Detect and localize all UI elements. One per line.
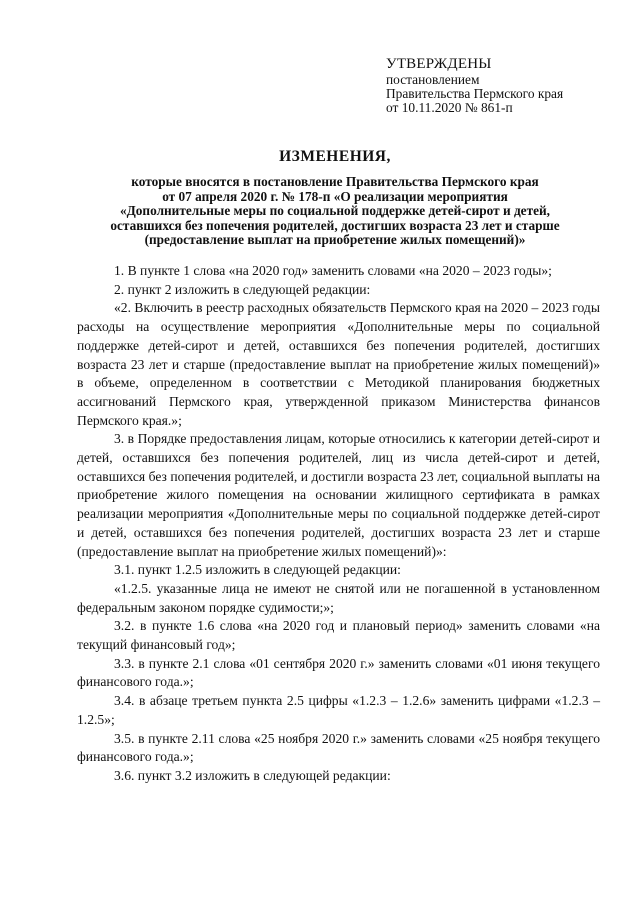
approval-line: Правительства Пермского края — [386, 86, 564, 101]
paragraph-3-1: 3.1. пункт 1.2.5 изложить в следующей редакции: — [114, 562, 401, 578]
paragraph-3-6: 3.6. пункт 3.2 изложить в следующей редакции: — [114, 767, 391, 783]
paragraph-3-2: 3.2. в пункте 1.6 слова «на 2020 год и плановый период» заменить словами «на текущий финансовый год»; — [77, 618, 600, 653]
paragraph-3: 3. в Порядке предоставления лицам, которые относились к категории детей-сирот и детей, оставшихся без попечения родителей, лиц из числа детей-сирот и детей, оставшихся без попечения родителей, и достигли возраста 23 лет, социальной выплаты на приобретение жилого помещения на основании жилищного сертификата в рамках реализации мероприятия «Дополнительные меры по социальной поддержке детей-сирот и детей, оставшихся без попечения родителей, достигших возраста 23 лет и старше (предоставление выплат на приобретение жилых помещений)»: — [77, 431, 600, 559]
paragraph-3-3: 3.3. в пункте 2.1 слова «01 сентября 2020 г.» заменить словами «01 июня текущего финансового года.»; — [77, 655, 600, 690]
paragraph-2: 2. пункт 2 изложить в следующей редакции: — [114, 281, 371, 297]
paragraph-3-4: 3.4. в абзаце третьем пункта 2.5 цифры «1.2.3 – 1.2.6» заменить цифрами «1.2.3 – 1.2.5»; — [77, 693, 600, 727]
approval-stamp — [386, 56, 616, 115]
approval-line: постановлением — [386, 72, 480, 87]
heading-line: (предоставление выплат на приобретение жилых помещений)» — [144, 232, 526, 248]
approval-title: УТВЕРЖДЕНЫ — [386, 56, 492, 72]
paragraph-1: 1. В пункте 1 слова «на 2020 год» заменить словами «на 2020 – 2023 годы»; — [114, 263, 552, 278]
heading-line: которые вносятся в постановление Правительства Пермского края — [131, 174, 539, 189]
heading-line: «Дополнительные меры по социальной поддержке детей-сирот и детей, — [119, 203, 551, 219]
heading-line: от 07 апреля 2020 г. № 178-п «О реализации мероприятия — [162, 188, 508, 204]
heading-line: оставшихся без попечения родителей, достигших возраста 23 лет и старше — [110, 217, 560, 233]
paragraph-3-1-text: «1.2.5. указанные лица не имеют не снятой или не погашенной в установленном федеральным законом порядке судимости;»; — [77, 580, 600, 615]
paragraph-3-5: 3.5. в пункте 2.11 слова «25 ноября 2020 г.» заменить словами «25 ноября текущего финансового года.»; — [77, 730, 600, 765]
document-heading — [70, 148, 600, 248]
document-title: ИЗМЕНЕНИЯ, — [279, 148, 391, 165]
approval-date-number: от 10.11.2020 № 861-п — [386, 100, 513, 115]
document-body — [77, 262, 600, 786]
paragraph-2-text: «2. Включить в реестр расходных обязательств Пермского края на 2020 – 2023 годы расходы на осуществление мероприятия «Дополнительные меры по социальной поддержке детей-сирот и детей, оставшихся без попечения родителей, достигших возраста 23 лет и старше (предоставление выплат на приобретение жилых помещений)» в объеме, определенном в соответствии с Методикой планирования бюджетных ассигнований Пермского края, утвержденной приказом Министерства финансов Пермского края.»; — [77, 300, 600, 428]
